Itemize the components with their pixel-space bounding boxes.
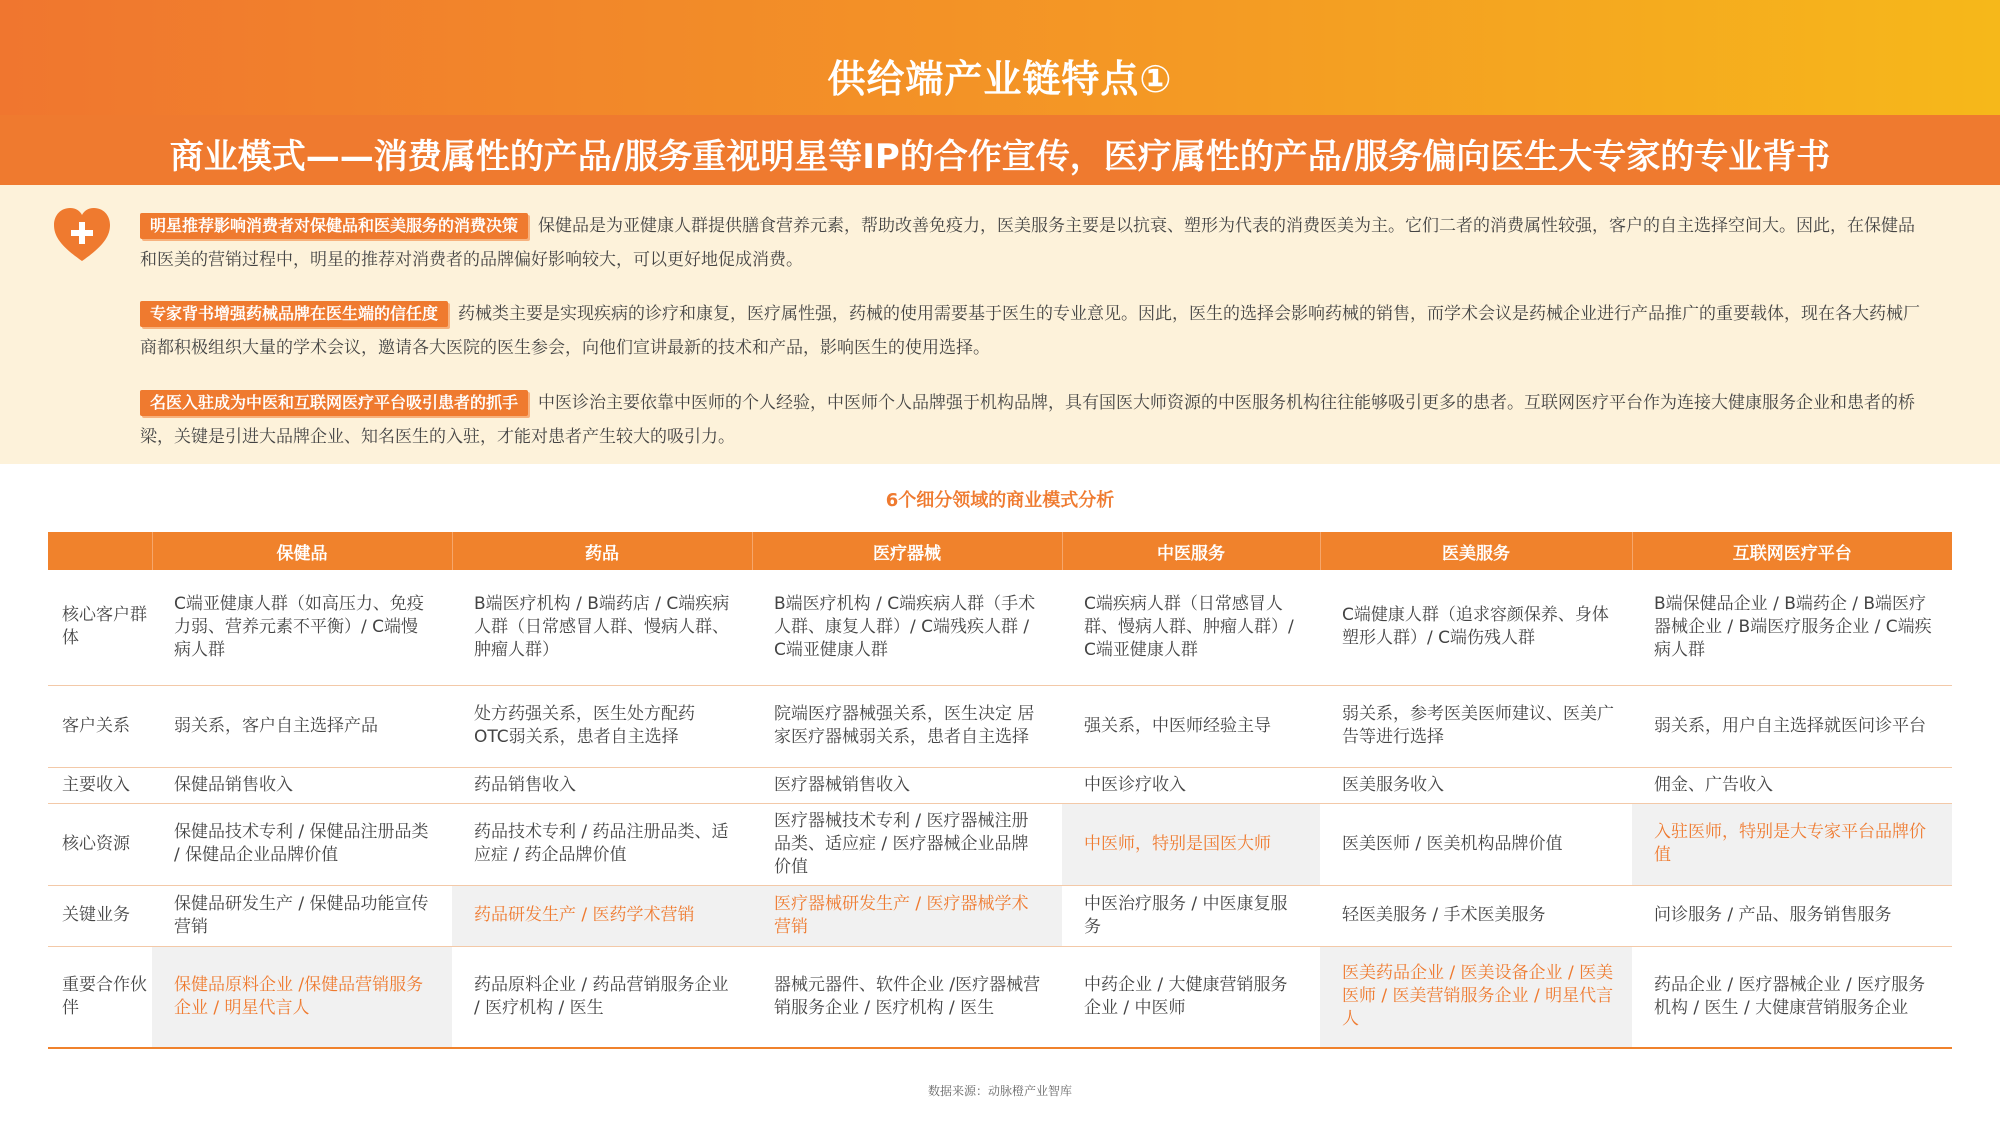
row-label: 核心客户群体 bbox=[48, 570, 152, 685]
table-cell: 佣金、广告收入 bbox=[1632, 767, 1952, 803]
table-cell: 中药企业 / 大健康营销服务企业 / 中医师 bbox=[1062, 946, 1320, 1048]
header-cell: 中医服务 bbox=[1062, 532, 1320, 570]
table-cell: 中医治疗服务 / 中医康复服务 bbox=[1062, 885, 1320, 946]
intro-tag: 专家背书增强药械品牌在医生端的信任度 bbox=[140, 301, 448, 327]
table-cell: 医疗器械技术专利 / 医疗器械注册品类、适应症 / 医疗器械企业品牌价值 bbox=[752, 803, 1062, 885]
table-cell: 院端医疗器械强关系，医生决定 居家医疗器械弱关系，患者自主选择 bbox=[752, 685, 1062, 767]
table-cell: 医美药品企业 / 医美设备企业 / 医美医师 / 医美营销服务企业 / 明星代言人 bbox=[1320, 946, 1632, 1048]
table-row bbox=[48, 803, 1952, 885]
table-cell: 入驻医师，特别是大专家平台品牌价值 bbox=[1632, 803, 1952, 885]
intro-tag: 名医入驻成为中医和互联网医疗平台吸引患者的抓手 bbox=[140, 390, 528, 416]
table-cell: B端保健品企业 / B端药企 / B端医疗器械企业 / B端医疗服务企业 / C端疾病人群 bbox=[1632, 570, 1952, 685]
table-header-row bbox=[48, 532, 1952, 570]
header-cell: 药品 bbox=[452, 532, 752, 570]
table-cell: 中医诊疗收入 bbox=[1062, 767, 1320, 803]
table-cell: 药品原料企业 / 药品营销服务企业 / 医疗机构 / 医生 bbox=[452, 946, 752, 1048]
intro-text: 药械类主要是实现疾病的诊疗和康复，医疗属性强，药械的使用需要基于医生的专业意见。因此，医生的选择会影响药械的销售，而学术会议是药械企业进行产品推广的重要载体，现在各大药械厂商都积极组织大量的学术会议，邀请各大医院的医生参会，向他们宣讲最新的技术和产品，影响医生的使用选择。 bbox=[140, 304, 1921, 358]
table-cell: C端疾病人群（日常感冒人群、慢病人群、肿瘤人群）/ C端亚健康人群 bbox=[1062, 570, 1320, 685]
table-cell: 器械元器件、软件企业 /医疗器械营销服务企业 / 医疗机构 / 医生 bbox=[752, 946, 1062, 1048]
table-cell: 药品销售收入 bbox=[452, 767, 752, 803]
header-cell: 医美服务 bbox=[1320, 532, 1632, 570]
intro-tag: 明星推荐影响消费者对保健品和医美服务的消费决策 bbox=[140, 213, 528, 239]
row-label: 关键业务 bbox=[48, 885, 152, 946]
table-cell: 医美服务收入 bbox=[1320, 767, 1632, 803]
table-row bbox=[48, 685, 1952, 767]
table-cell: 药品企业 / 医疗器械企业 / 医疗服务机构 / 医生 / 大健康营销服务企业 bbox=[1632, 946, 1952, 1048]
header-cell: 医疗器械 bbox=[752, 532, 1062, 570]
table-cell: 轻医美服务 / 手术医美服务 bbox=[1320, 885, 1632, 946]
page-title: 供给端产业链特点① bbox=[827, 57, 1173, 101]
table-cell: 中医师，特别是国医大师 bbox=[1062, 803, 1320, 885]
table-cell: 医美医师 / 医美机构品牌价值 bbox=[1320, 803, 1632, 885]
intro-point-2 bbox=[140, 297, 1930, 365]
table-cell: 问诊服务 / 产品、服务销售服务 bbox=[1632, 885, 1952, 946]
table-cell: 药品研发生产 / 医药学术营销 bbox=[452, 885, 752, 946]
row-label: 客户关系 bbox=[48, 685, 152, 767]
table-title: 6个细分领域的商业模式分析 bbox=[885, 490, 1115, 511]
table-row bbox=[48, 885, 1952, 946]
table-cell: B端医疗机构 / C端疾病人群（手术人群、康复人群）/ C端残疾人群 / C端亚健康人群 bbox=[752, 570, 1062, 685]
intro-point-3 bbox=[140, 386, 1930, 454]
row-label: 核心资源 bbox=[48, 803, 152, 885]
row-label: 重要合作伙伴 bbox=[48, 946, 152, 1048]
table-cell: C端亚健康人群（如高压力、免疫力弱、营养元素不平衡）/ C端慢病人群 bbox=[152, 570, 452, 685]
header-cell bbox=[48, 532, 152, 570]
table-cell: 药品技术专利 / 药品注册品类、适应症 / 药企品牌价值 bbox=[452, 803, 752, 885]
page-subtitle: 商业模式——消费属性的产品/服务重视明星等IP的合作宣传，医疗属性的产品/服务偏向医生大专家的专业背书 bbox=[169, 137, 1831, 177]
table-cell: 保健品原料企业 /保健品营销服务企业 / 明星代言人 bbox=[152, 946, 452, 1048]
header-cell: 保健品 bbox=[152, 532, 452, 570]
heart-plus-icon bbox=[50, 203, 114, 267]
intro-text: 保健品是为亚健康人群提供膳食营养元素，帮助改善免疫力，医美服务主要是以抗衰、塑形为代表的消费医美为主。它们二者的消费属性较强，客户的自主选择空间大。因此，在保健品和医美的营销过程中，明星的推荐对消费者的品牌偏好影响较大，可以更好地促成消费。 bbox=[140, 216, 1916, 270]
data-source-note: 数据来源：动脉橙产业智库 bbox=[927, 1084, 1072, 1098]
table-cell: 保健品技术专利 / 保健品注册品类 / 保健品企业品牌价值 bbox=[152, 803, 452, 885]
business-model-table bbox=[48, 532, 1952, 1049]
table-cell: 弱关系，参考医美医师建议、医美广告等进行选择 bbox=[1320, 685, 1632, 767]
table-cell: B端医疗机构 / B端药店 / C端疾病人群（日常感冒人群、慢病人群、肿瘤人群） bbox=[452, 570, 752, 685]
header-banner bbox=[0, 0, 2000, 185]
table-cell: 弱关系，客户自主选择产品 bbox=[152, 685, 452, 767]
table-row bbox=[48, 570, 1952, 685]
header-cell: 互联网医疗平台 bbox=[1632, 532, 1952, 570]
table-row bbox=[48, 767, 1952, 803]
intro-text: 中医诊治主要依靠中医师的个人经验，中医师个人品牌强于机构品牌，具有国医大师资源的中医服务机构往往能够吸引更多的患者。互联网医疗平台作为连接大健康服务企业和患者的桥梁，关键是引进大品牌企业、知名医生的入驻，才能对患者产生较大的吸引力。 bbox=[140, 393, 1916, 447]
table-cell: 医疗器械研发生产 / 医疗器械学术营销 bbox=[752, 885, 1062, 946]
table-cell: 弱关系，用户自主选择就医问诊平台 bbox=[1632, 685, 1952, 767]
table-row bbox=[48, 946, 1952, 1048]
table-cell: C端健康人群（追求容颜保养、身体塑形人群）/ C端伤残人群 bbox=[1320, 570, 1632, 685]
table-cell: 强关系，中医师经验主导 bbox=[1062, 685, 1320, 767]
table-cell: 保健品销售收入 bbox=[152, 767, 452, 803]
table-cell: 处方药强关系，医生处方配药 OTC弱关系，患者自主选择 bbox=[452, 685, 752, 767]
table-cell: 医疗器械销售收入 bbox=[752, 767, 1062, 803]
row-label: 主要收入 bbox=[48, 767, 152, 803]
table-cell: 保健品研发生产 / 保健品功能宣传营销 bbox=[152, 885, 452, 946]
intro-point-1 bbox=[140, 209, 1930, 277]
